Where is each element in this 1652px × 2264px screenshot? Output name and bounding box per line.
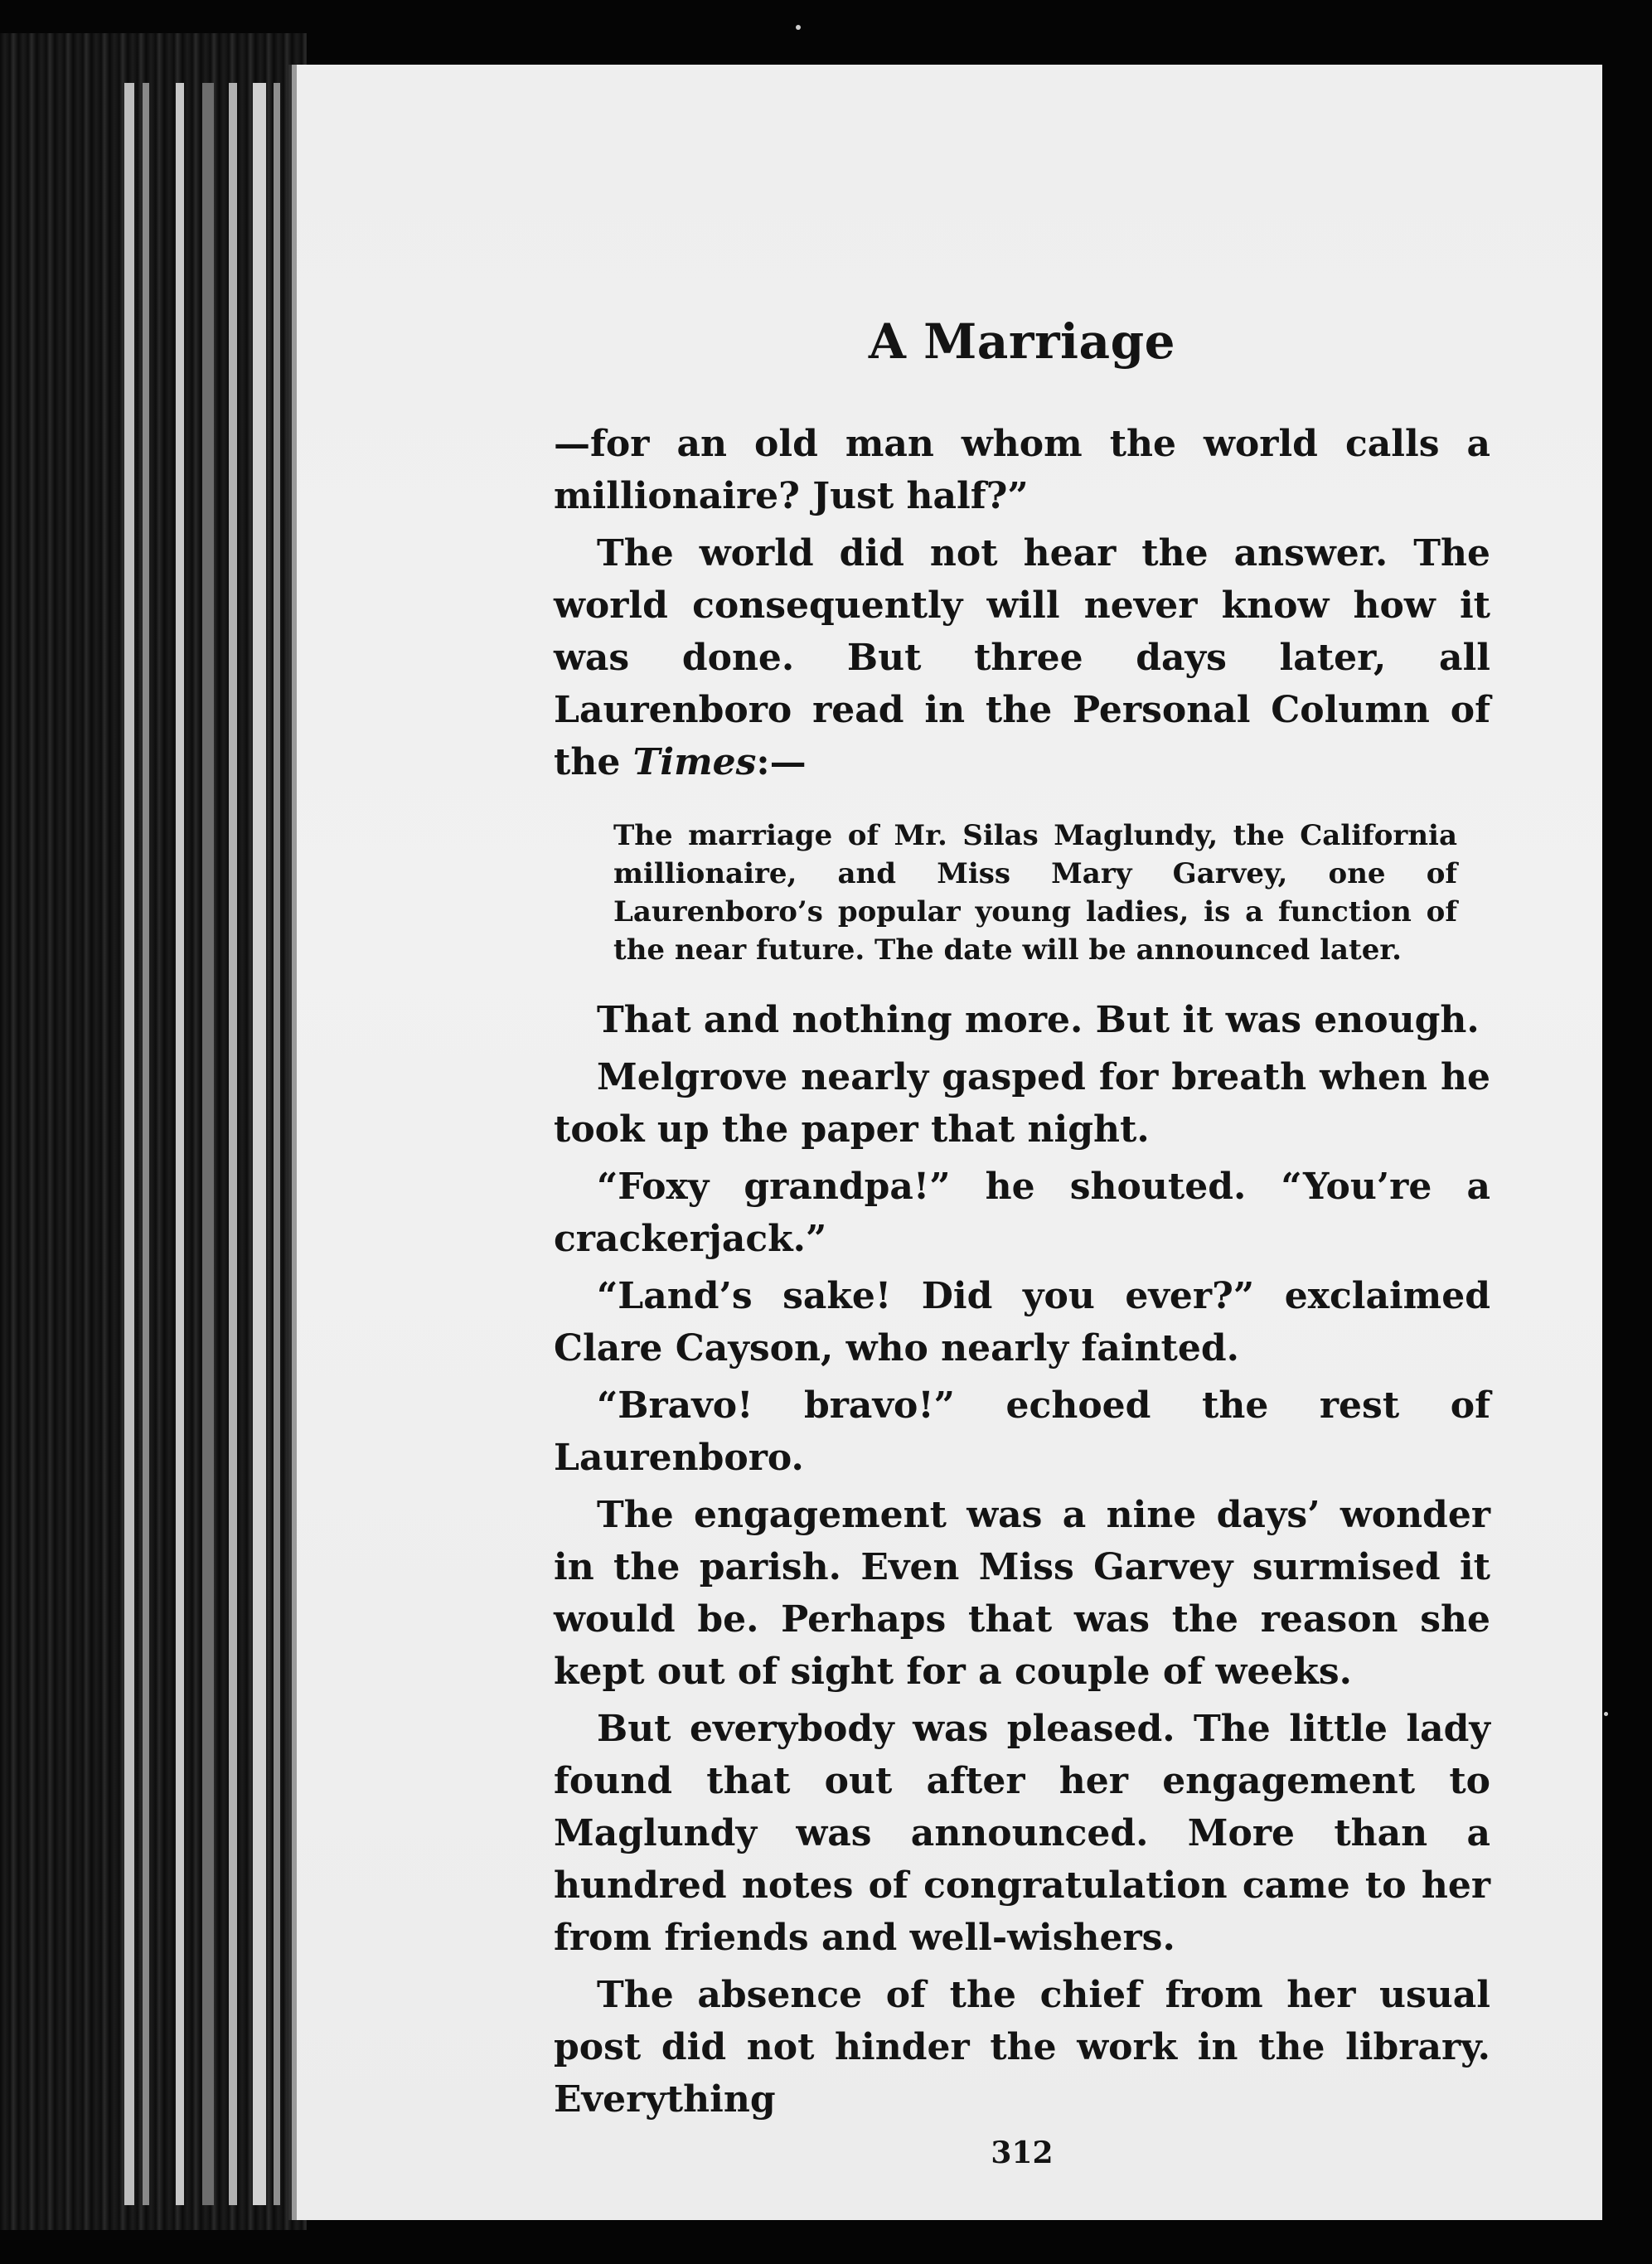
paragraph-text: The world did not hear the answer. The world consequently will never know how it was done. But three days later, all Laurenboro read in the Personal Column of the	[554, 532, 1490, 783]
scan-speck	[796, 25, 801, 30]
book-page	[292, 65, 1602, 2220]
paragraph	[554, 527, 1490, 788]
paragraph: “Foxy grandpa!” he shouted. “You’re a crackerjack.”	[554, 1166, 1490, 1260]
page-edge-band	[202, 83, 214, 2205]
page-edge-band	[229, 83, 237, 2205]
page-edge-band	[143, 83, 149, 2205]
page-edge-band	[176, 83, 184, 2205]
notice-text: The marriage of Mr. Silas Maglundy, the California millionaire, and Miss Mary Garvey, one of Laurenboro’s popular young ladies, is a function of the near future. The date will be announced later.	[613, 819, 1457, 967]
paragraph: But everybody was pleased. The little lady found that out after her engagement to Maglundy was announced. More than a hundred notes of congratulation came to her from friends and well-wishers.	[554, 1708, 1490, 1959]
page-text-block	[554, 313, 1490, 2170]
paragraph: The absence of the chief from her usual post did not hinder the work in the library. Everything	[554, 1974, 1490, 2121]
page-edge-band	[253, 83, 266, 2205]
punctuation: :—	[756, 741, 807, 783]
scan-speck	[1604, 1712, 1608, 1716]
paragraph: “Land’s sake! Did you ever?” exclaimed Clare Cayson, who nearly fainted.	[554, 1275, 1490, 1370]
paragraph: The engagement was a nine days’ wonder in the parish. Even Miss Garvey surmised it would be. Perhaps that was the reason she kept out of sight for a couple of weeks.	[554, 1494, 1490, 1693]
page-number: 312	[991, 2136, 1054, 2170]
paragraph: —for an old man whom the world calls a millionaire? Just half?”	[554, 423, 1490, 517]
paragraph: That and nothing more. But it was enough.	[597, 999, 1480, 1041]
book-page-edges	[0, 33, 307, 2230]
newspaper-notice	[613, 817, 1457, 969]
newspaper-name: Times	[632, 741, 757, 783]
paragraph: “Bravo! bravo!” echoed the rest of Laurenboro.	[554, 1384, 1490, 1479]
running-head: A Marriage	[868, 313, 1176, 370]
page-edge-band	[124, 83, 134, 2205]
paragraph: Melgrove nearly gasped for breath when he took up the paper that night.	[554, 1056, 1490, 1151]
page-edge-band	[274, 83, 280, 2205]
